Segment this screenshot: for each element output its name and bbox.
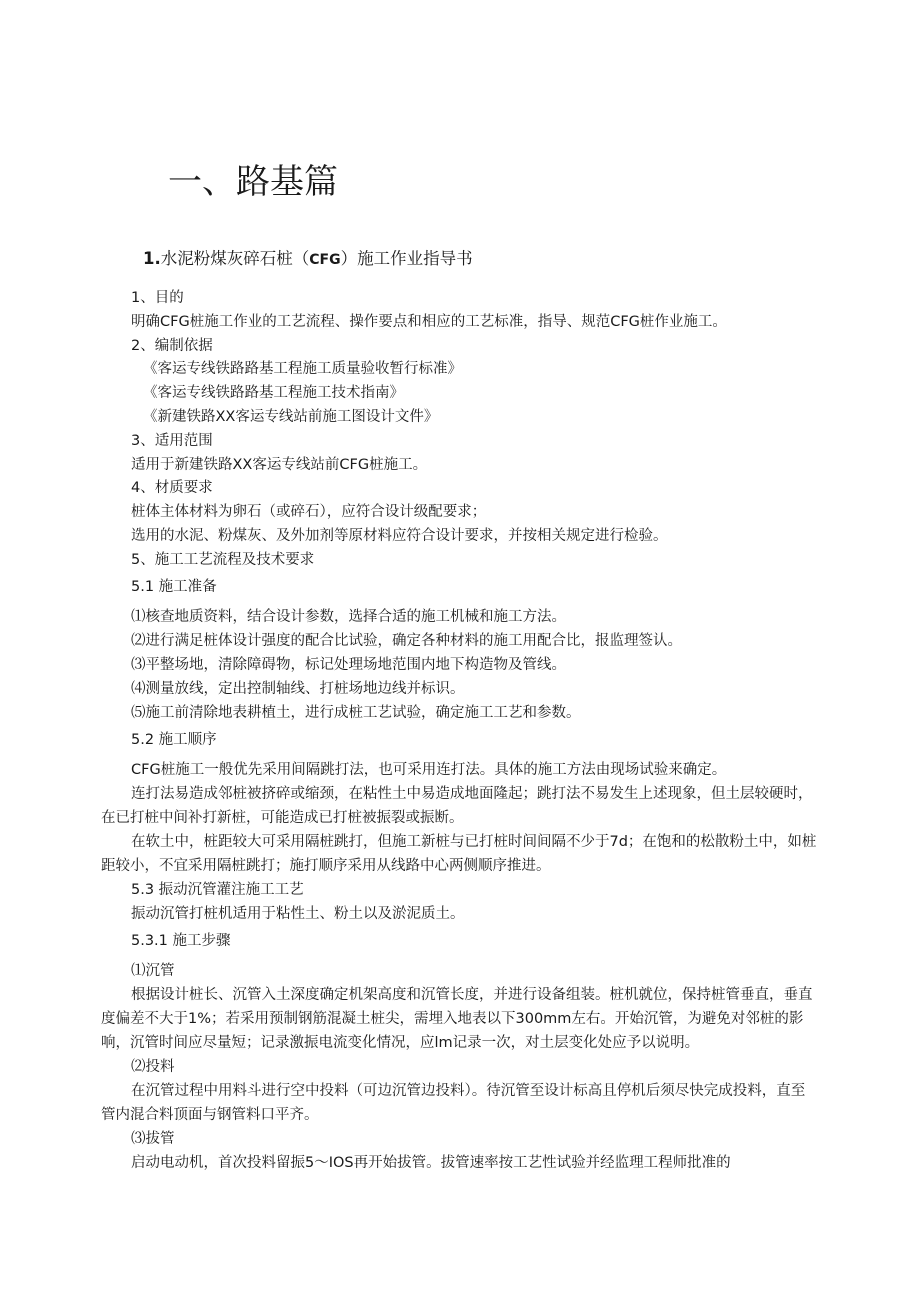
heading-process: 5、施工工艺流程及技术要求 [131, 552, 315, 568]
list-item: ⑷测量放线，定出控制轴线、打桩场地边线并标识。 [131, 681, 465, 697]
heading-materials: 4、材质要求 [131, 480, 213, 496]
reference-item: 《新建铁路XX客运专线站前施工图设计文件》 [143, 409, 439, 425]
paragraph-line: 管内混合料顶面与钢管料口平齐。 [101, 1107, 319, 1123]
heading-purpose: 1、目的 [131, 290, 184, 306]
paragraph-line: 明确CFG桩施工作业的工艺流程、操作要点和相应的工艺标准，指导、规范CFG桩作业施工。 [131, 314, 727, 330]
paragraph-line: 响，沉管时间应尽量短；记录激振电流变化情况，应lm记录一次，对土层变化处应予以说明。 [101, 1035, 700, 1051]
paragraph-line: 启动电动机，首次投料留振5～IOS再开始拔管。拔管速率按工艺性试验并经监理工程师批准的 [131, 1155, 731, 1171]
section-title-part-a: 水泥粉煤灰碎石桩（ [160, 249, 310, 268]
section-title [143, 249, 473, 270]
section-title-number: 1. [143, 249, 161, 268]
step-heading: ⑵投料 [131, 1059, 175, 1075]
list-item: ⑵进行满足桩体设计强度的配合比试验，确定各种材料的施工用配合比，报监理签认。 [131, 633, 682, 649]
paragraph-line: 选用的水泥、粉煤灰、及外加剂等原材料应符合设计要求，并按相关规定进行检验。 [131, 528, 668, 544]
heading-basis: 2、编制依据 [131, 338, 213, 354]
reference-item: 《客运专线铁路路基工程施工技术指南》 [143, 385, 404, 401]
paragraph-line: 在已打桩中间补打新桩，可能造成已打桩被振裂或振断。 [101, 810, 464, 826]
paragraph-line: 在沉管过程中用料斗进行空中投料（可边沉管边投料）。待沉管至设计标高且停机后须尽快完成投料，直至 [131, 1083, 806, 1099]
reference-item: 《客运专线铁路路基工程施工质量验收暂行标准》 [143, 361, 462, 377]
paragraph-line: CFG桩施工一般优先采用间隔跳打法，也可采用连打法。具体的施工方法由现场试验来确定。 [131, 762, 727, 778]
paragraph-line: 桩体主体材料为卵石（或碎石），应符合设计级配要求； [131, 504, 487, 520]
paragraph-line: 振动沉管打桩机适用于粘性土、粉土以及淤泥质土。 [131, 906, 465, 922]
paragraph-line: 距较小，不宜采用隔桩跳打；施打顺序采用从线路中心两侧顺序推进。 [101, 858, 551, 874]
step-heading: ⑴沉管 [131, 963, 175, 979]
section-title-cfg: CFG [309, 252, 341, 268]
step-heading: ⑶拔管 [131, 1131, 175, 1147]
paragraph-line: 适用于新建铁路XX客运专线站前CFG桩施工。 [131, 457, 428, 473]
subheading-steps: 5.3.1 施工步骤 [131, 933, 231, 949]
list-item: ⑴核查地质资料，结合设计参数，选择合适的施工机械和施工方法。 [131, 609, 566, 625]
subheading-sequence: 5.2 施工顺序 [131, 732, 217, 748]
heading-scope: 3、适用范围 [131, 433, 213, 449]
chapter-title: 一、路基篇 [168, 162, 338, 202]
section-title-part-b: ）施工作业指导书 [340, 249, 473, 268]
subheading-vibration: 5.3 振动沉管灌注施工工艺 [131, 882, 304, 898]
paragraph-line: 度偏差不大于1%；若采用预制钢筋混凝土桩尖，需埋入地表以下300mm左右。开始沉管，为避免对邻桩的影 [101, 1011, 804, 1027]
paragraph-line: 在软土中，桩距较大可采用隔桩跳打，但施工新桩与已打桩时间间隔不少于7d；在饱和的松散粉土中，如桩 [131, 834, 817, 850]
paragraph-line: 连打法易造成邻桩被挤碎或缩颈，在粘性土中易造成地面隆起；跳打法不易发生上述现象，但土层较硬时， [131, 786, 813, 802]
list-item: ⑸施工前清除地表耕植土，进行成桩工艺试验，确定施工工艺和参数。 [131, 705, 581, 721]
subheading-preparation: 5.1 施工准备 [131, 579, 217, 595]
paragraph-line: 根据设计桩长、沉管入土深度确定机架高度和沉管长度，并进行设备组装。桩机就位，保持桩管垂直，垂直 [131, 987, 813, 1003]
list-item: ⑶平整场地，清除障碍物，标记处理场地范围内地下构造物及管线。 [131, 657, 566, 673]
